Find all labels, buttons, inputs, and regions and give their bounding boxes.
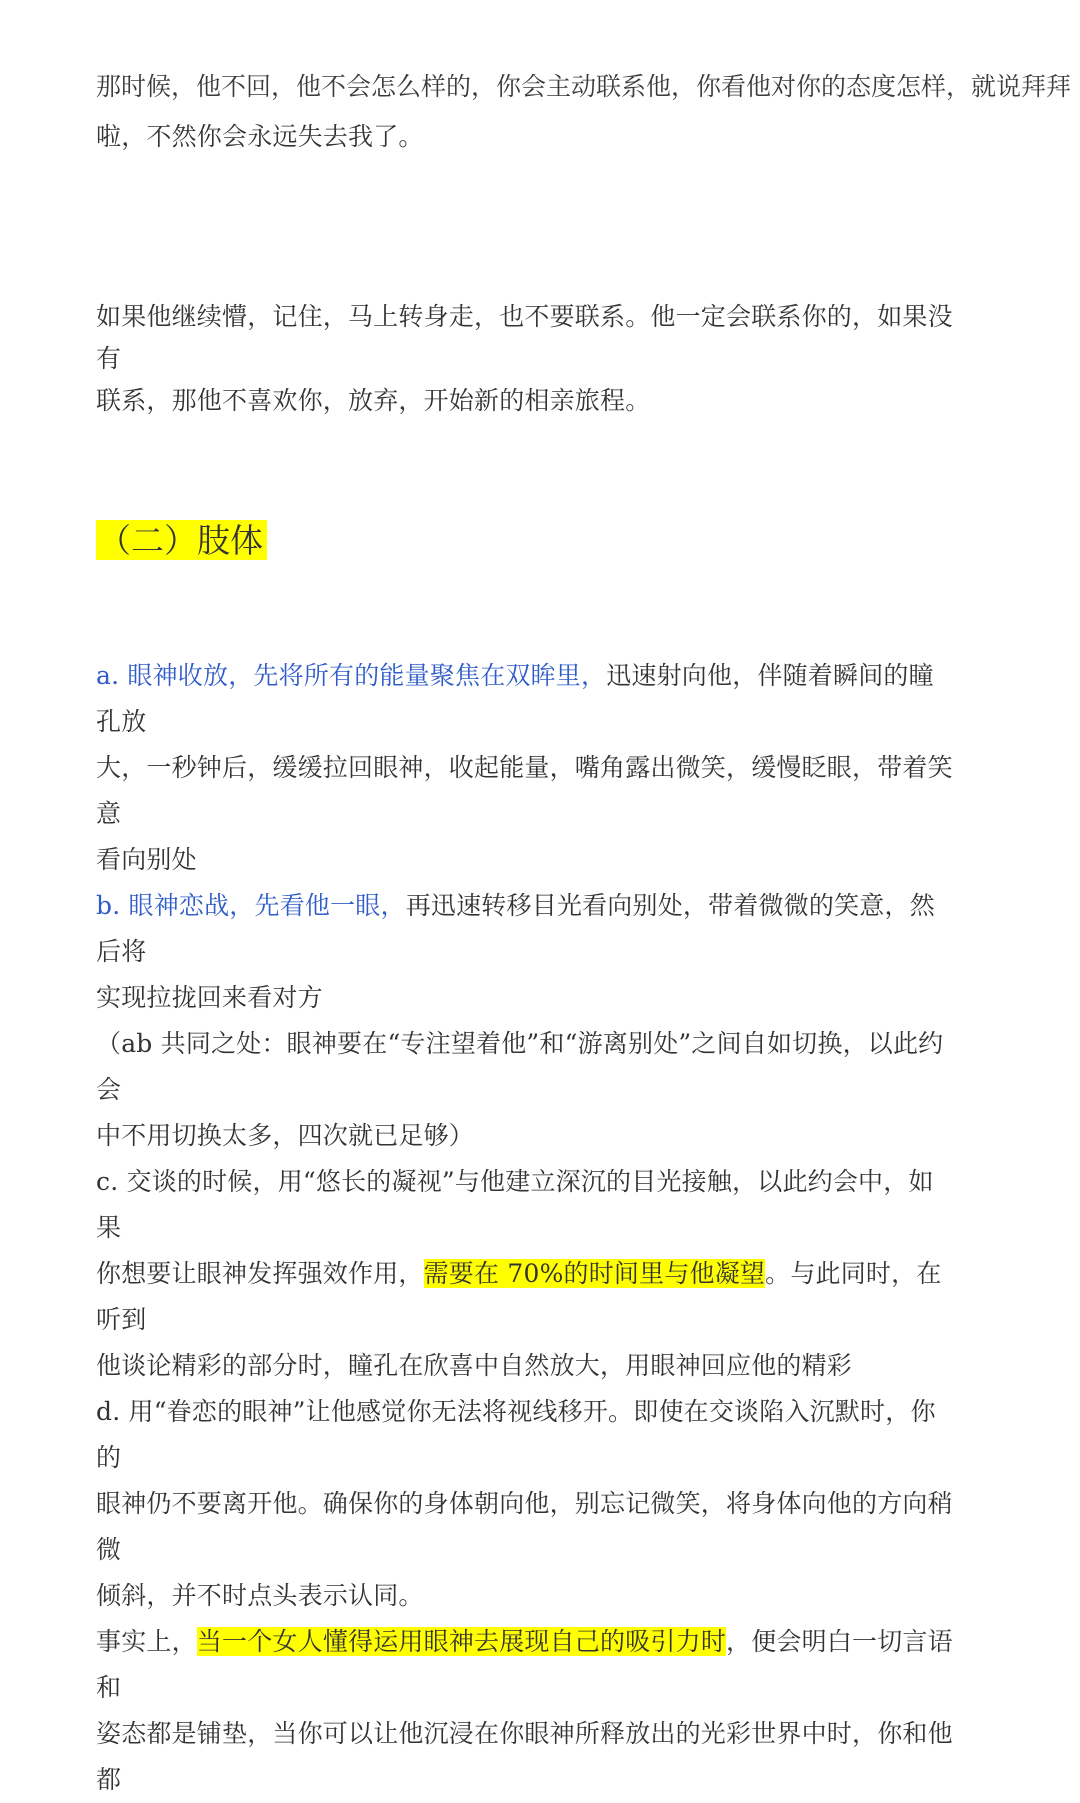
note-ab-line-2: 中不用切换太多，四次就已足够）: [96, 1121, 475, 1150]
item-b-rest: 再迅速转移目光看向别处，带着微微的笑意，然后将: [96, 891, 935, 966]
item-c-line-1: c. 交谈的时候，用“悠长的凝视”与他建立深沉的目光接触，以此约会中，如果: [96, 1167, 934, 1242]
conclusion-line-2: 姿态都是铺垫，当你可以让他沉浸在你眼神所释放出的光彩世界中时，你和他都: [96, 1719, 953, 1794]
item-a-rest: 迅速射向他，伴随着瞬间的瞳孔放: [96, 661, 934, 736]
section-heading: （二）肢体: [96, 520, 267, 560]
paragraph-1-end: [96, 116, 956, 158]
item-d-line-1: d. 用“眷恋的眼神”让他感觉你无法将视线移开。即使在交谈陷入沉默时，你的: [96, 1397, 936, 1472]
body-text: [96, 653, 956, 1803]
item-d-line-2: 眼神仍不要离开他。确保你的身体朝向他，别忘记微笑，将身体向他的方向稍微: [96, 1489, 953, 1564]
paragraph-2: [96, 296, 956, 422]
conclusion-line-1: [96, 1619, 956, 1711]
conclusion-post: ，便会明白一切言语和: [96, 1627, 953, 1702]
item-b-line-1: [96, 883, 956, 975]
item-c-pre: 你想要让眼神发挥强效作用，: [96, 1259, 424, 1288]
item-c-post: 。与此同时，在听到: [96, 1259, 942, 1334]
conclusion-highlight: 当一个女人懂得运用眼神去展现自己的吸引力时: [196, 1627, 727, 1656]
cutoff-text-line: [96, 72, 1072, 104]
item-a-lead: a. 眼神收放，先将所有的能量聚焦在双眸里，: [96, 661, 607, 690]
note-ab-line-1: （ab 共同之处：眼神要在“专注望着他”和“游离别处”之间自如切换，以此约会: [96, 1029, 944, 1104]
paragraph-2-line-1: 如果他继续懵，记住，马上转身走，也不要联系。他一定会联系你的，如果没有: [96, 302, 953, 373]
item-b-lead: b. 眼神恋战，先看他一眼，: [96, 891, 406, 920]
item-a-line-1: [96, 653, 956, 745]
item-b-line-2: 实现拉拢回来看对方: [96, 983, 323, 1012]
paragraph-2-line-2: 联系，那他不喜欢你，放弃，开始新的相亲旅程。: [96, 386, 651, 415]
paragraph-1-line: 啦，不然你会永远失去我了。: [96, 122, 424, 151]
item-a-line-2: 大，一秒钟后，缓缓拉回眼神，收起能量，嘴角露出微笑，缓慢眨眼，带着笑意: [96, 753, 953, 828]
item-c-line-2: [96, 1251, 956, 1343]
item-d-line-3: 倾斜，并不时点头表示认同。: [96, 1581, 424, 1610]
item-a-line-3: 看向别处: [96, 845, 197, 874]
conclusion-pre: 事实上，: [96, 1627, 197, 1656]
item-c-line-3: 他谈论精彩的部分时，瞳孔在欣喜中自然放大，用眼神回应他的精彩: [96, 1351, 853, 1380]
cutoff-text: 那时候，他不回，他不会怎么样的，你会主动联系他，你看他对你的态度怎样，就说拜拜: [96, 72, 1072, 101]
item-c-highlight: 需要在 70%的时间里与他凝望: [423, 1259, 766, 1288]
